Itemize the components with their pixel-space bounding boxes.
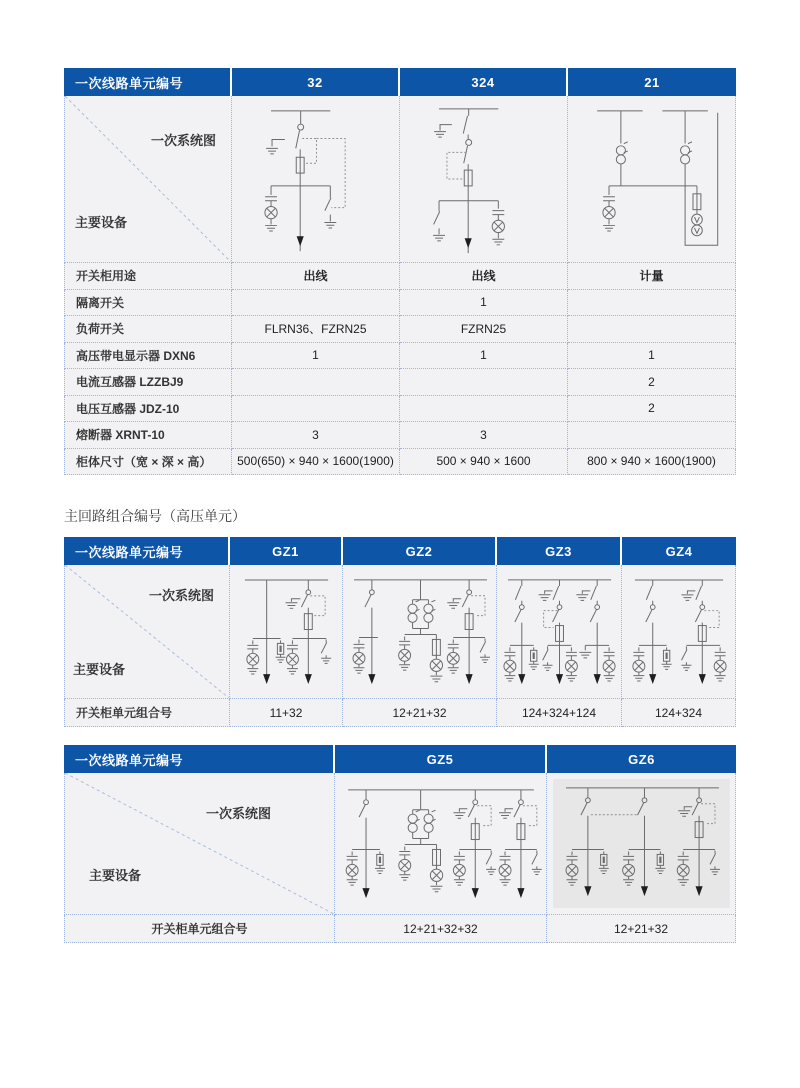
combo-row-label: 开关柜单元组合号 bbox=[64, 699, 230, 727]
table2-diagonal-cell bbox=[64, 565, 230, 699]
cell-value: FZRN25 bbox=[400, 316, 568, 343]
diagram-gz1 bbox=[230, 565, 343, 699]
diagram-label-bottom: 主要设备 bbox=[73, 662, 126, 677]
combo-table-gz5-gz6 bbox=[64, 745, 736, 943]
diagram-label-top: 一次系统图 bbox=[149, 588, 215, 603]
cell-value: 3 bbox=[232, 422, 400, 449]
diagonal-divider bbox=[65, 773, 334, 914]
table2-column-header-gz4: GZ4 bbox=[622, 537, 736, 565]
cell-value: 500(650) × 940 × 1600(1900) bbox=[232, 449, 400, 476]
diagram-label-top: 一次系统图 bbox=[206, 806, 272, 821]
diagram-label-bottom: 主要设备 bbox=[75, 215, 128, 230]
cell-value bbox=[568, 316, 736, 343]
cell-value bbox=[400, 396, 568, 423]
table3-column-header-gz5: GZ5 bbox=[335, 745, 547, 773]
cell-value: 计量 bbox=[568, 263, 736, 290]
row-label: 高压带电显示器 DXN6 bbox=[64, 343, 232, 370]
cell-value: 1 bbox=[568, 343, 736, 370]
table2-column-header-gz3: GZ3 bbox=[497, 537, 622, 565]
row-label: 负荷开关 bbox=[64, 316, 232, 343]
single-line-diagram-gz3 bbox=[498, 566, 621, 698]
table2-column-header-gz1: GZ1 bbox=[230, 537, 343, 565]
single-line-diagram-gz2 bbox=[344, 566, 496, 698]
table3-column-header-gz6: GZ6 bbox=[547, 745, 736, 773]
single-line-diagram-32 bbox=[233, 97, 399, 262]
single-line-diagram-gz1 bbox=[231, 566, 342, 698]
diagram-gz2 bbox=[343, 565, 497, 699]
diagonal-divider bbox=[65, 96, 231, 262]
single-line-diagram-21 bbox=[569, 97, 735, 262]
cell-value: 1 bbox=[400, 290, 568, 317]
cell-value bbox=[232, 369, 400, 396]
cell-value: 2 bbox=[568, 396, 736, 423]
table1-column-header-32: 32 bbox=[232, 68, 400, 96]
cell-value: 出线 bbox=[400, 263, 568, 290]
cell-value: 3 bbox=[400, 422, 568, 449]
cell-value: 2 bbox=[568, 369, 736, 396]
row-label: 电流互感器 LZZBJ9 bbox=[64, 369, 232, 396]
row-label: 隔离开关 bbox=[64, 290, 232, 317]
cell-value bbox=[568, 422, 736, 449]
combo-value: 11+32 bbox=[230, 699, 343, 727]
row-label: 熔断器 XRNT-10 bbox=[64, 422, 232, 449]
diagram-gz5 bbox=[335, 773, 547, 915]
diagram-label-top: 一次系统图 bbox=[151, 133, 217, 148]
combo-value: 12+21+32 bbox=[343, 699, 497, 727]
combo-value: 12+21+32+32 bbox=[335, 915, 547, 943]
table1-column-header-324: 324 bbox=[400, 68, 568, 96]
diagram-unit-21 bbox=[568, 96, 736, 263]
cell-value: 1 bbox=[400, 343, 568, 370]
table1-corner-header: 一次线路单元编号 bbox=[64, 68, 232, 96]
combo-table-gz1-gz4 bbox=[64, 537, 736, 727]
diagram-gz6 bbox=[547, 773, 736, 915]
cell-value bbox=[400, 369, 568, 396]
cell-value bbox=[232, 290, 400, 317]
primary-unit-table bbox=[64, 68, 736, 475]
combo-value: 124+324 bbox=[622, 699, 736, 727]
cell-value: 800 × 940 × 1600(1900) bbox=[568, 449, 736, 476]
section-heading: 主回路组合编号（高压单元） bbox=[64, 508, 246, 524]
diagram-unit-324 bbox=[400, 96, 568, 263]
combo-value: 12+21+32 bbox=[547, 915, 736, 943]
combo-value: 124+324+124 bbox=[497, 699, 622, 727]
diagram-unit-32 bbox=[232, 96, 400, 263]
single-line-diagram-gz6 bbox=[548, 774, 735, 914]
row-label: 开关柜用途 bbox=[64, 263, 232, 290]
single-line-diagram-324 bbox=[401, 97, 567, 262]
cell-value: FLRN36、FZRN25 bbox=[232, 316, 400, 343]
cell-value: 出线 bbox=[232, 263, 400, 290]
table2-column-header-gz2: GZ2 bbox=[343, 537, 497, 565]
cell-value bbox=[568, 290, 736, 317]
diagram-gz4 bbox=[622, 565, 736, 699]
table3-diagonal-cell bbox=[64, 773, 335, 915]
diagram-label-bottom: 主要设备 bbox=[89, 868, 142, 883]
table1-column-header-21: 21 bbox=[568, 68, 736, 96]
cell-value: 1 bbox=[232, 343, 400, 370]
cell-value: 500 × 940 × 1600 bbox=[400, 449, 568, 476]
cell-value bbox=[232, 396, 400, 423]
row-label: 电压互感器 JDZ-10 bbox=[64, 396, 232, 423]
row-label: 柜体尺寸（宽 × 深 × 高） bbox=[64, 449, 232, 476]
combo-row-label: 开关柜单元组合号 bbox=[64, 915, 335, 943]
table2-corner-header: 一次线路单元编号 bbox=[64, 537, 230, 565]
single-line-diagram-gz5 bbox=[336, 774, 546, 914]
table1-diagonal-cell bbox=[64, 96, 232, 263]
single-line-diagram-gz4 bbox=[623, 566, 735, 698]
diagram-gz3 bbox=[497, 565, 622, 699]
table3-corner-header: 一次线路单元编号 bbox=[64, 745, 335, 773]
